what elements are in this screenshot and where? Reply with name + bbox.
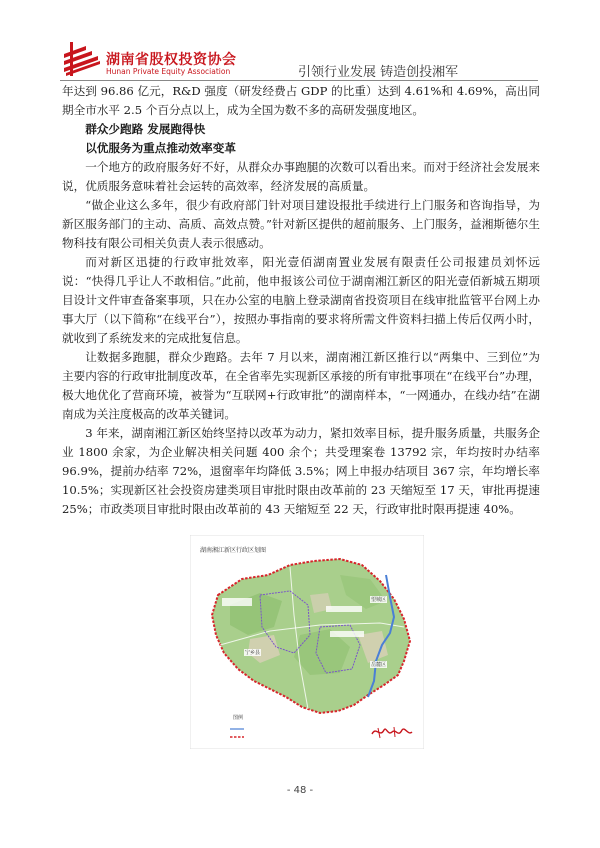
header-divider <box>60 80 538 81</box>
org-name-en: Hunan Private Equity Association <box>106 67 231 76</box>
header-slogan: 引领行业发展 铸造创投湘军 <box>298 65 459 80</box>
legend-title: 图例 <box>233 715 244 721</box>
org-name-cn: 湖南省股权投资协会 <box>106 52 237 68</box>
page-number: - 48 - <box>286 785 314 796</box>
section-heading: 群众少跑路 发展跑得快 <box>85 122 206 136</box>
paragraph: 年达到 96.86 亿元，R&D 强度（研发经费占 GDP 的比重）达到 4.61%和 4.69%，高出同期全市水平 2.5 个百分点以上，成为全国为数不多的高研发强度地区。 <box>62 84 540 117</box>
article-body <box>62 82 540 519</box>
district-label-wangcheng: 望城区 <box>371 597 387 603</box>
calligraphy-signature-icon <box>370 724 414 740</box>
association-logo-icon <box>62 42 102 76</box>
district-label-ningxiang: 宁乡县 <box>245 650 261 656</box>
paragraph: “做企业这么多年，很少有政府部门针对项目建设报批手续进行上门服务和咨询指导，为新区服务部门的主动、高质、高效点赞。”针对新区提供的超前服务、上门服务，益湘斯德尔生物科技有限公司相关负责人表示很感动。 <box>62 198 540 250</box>
paragraph: 一个地方的政府服务好不好，从群众办事跑腿的次数可以看出来。而对于经济社会发展来说，优质服务意味着社会运转的高效率，经济发展的高质量。 <box>62 160 540 193</box>
section-subheading: 以优服务为重点推动效率变革 <box>85 141 236 155</box>
paragraph: 让数据多跑腿，群众少跑路。去年 7 月以来，湖南湘江新区推行以“两集中、三到位”为主要内容的行政审批制度改革，在全省率先实现新区承接的所有审批事项在“在线平台”办理，极大地优化了营商环境，被誉为“互联网+行政审批”的湖南样本，“一网通办，在线办结”在湖南成为关注度极高的改革关键词。 <box>62 350 540 421</box>
map-title: 湖南湘江新区行政区划图 <box>200 547 267 554</box>
paragraph: 而对新区迅捷的行政审批效率，阳光壹佰湖南置业发展有限责任公司报建员刘怀远说：“快得几乎让人不敢相信。”此前，他申报该公司位于湖南湘江新区的阳光壹佰新城五期项目设计文件审查备案事项，只在办公室的电脑上登录湖南省投资项目在线审批监管平台网上办事大厅（以下简称“在线平台”），按照办事指南的要求将所需文件资料扫描上传后仅两小时，就收到了系统发来的完成批复信息。 <box>62 255 540 345</box>
district-label-yuelu: 岳麓区 <box>371 662 387 668</box>
district-map-figure <box>190 535 424 749</box>
paragraph: 3 年来，湖南湘江新区始终坚持以改革为动力，紧扣效率目标，提升服务质量，共服务企业 1800 余家，为企业解决相关问题 400 余个；共受理案卷 13792 宗，年均按时办结率 96.9%，提前办结率 72%，退窗率年均降低 3.5%；网上申报办结项目 367 宗，年均增长率 10.5%；实现新区社会投资房建类项目审批时限由改革前的 23 天缩短至 17 天，审批再提速 25%；市政类项目审批时限由改革前的 43 天缩短至 22 天，行政审批时限再提速 40%。 <box>62 426 540 516</box>
page-header <box>0 0 600 90</box>
